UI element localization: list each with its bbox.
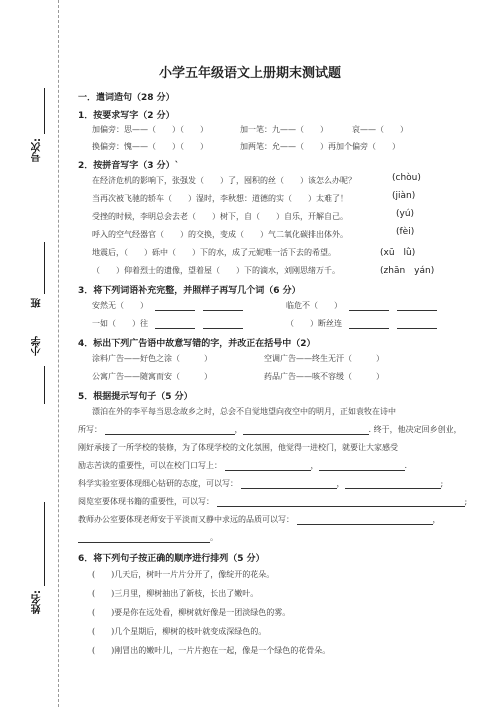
q2-pinyin-3: (yú) (396, 209, 415, 219)
blank-field[interactable] (243, 426, 369, 435)
q2-line-6: （ ）仰着烈士的遗像，望着屋（ ）下的滴水，刘刚思绪万千。 (92, 266, 340, 275)
binding-dotted-line (58, 0, 59, 707)
q5-p6: 阅览室要体现书籍的重要性，可以写： ; (78, 497, 468, 506)
name-underline (44, 502, 45, 586)
q6-item-4: ( )几个星期后，柳树的枝叶就变成深绿色的。 (92, 627, 267, 636)
q3-row2-a (92, 318, 243, 329)
blank-field[interactable] (349, 320, 389, 329)
q5-p1: 漂泊在外的李平每当思念故乡之时，总会不自觉地望向夜空中的明月，正如袁牧在诗中 (92, 407, 396, 416)
q5-p4a: 励志苦读的重要性，可以在校门口写上： (78, 461, 222, 470)
q6-item-1: ( )几天后，树叶一片片分开了，像绽开的花朵。 (92, 570, 275, 579)
q2-line-4: 呼入的空气经器官（ ）的交换，变成（ ）气二氧化碳排出体外。 (92, 230, 348, 239)
q5-p4: 励志苦读的重要性，可以在校门口写上： ， . (78, 461, 408, 470)
q1-row2-a: 换偏旁：愧——（ ）（ ） (92, 142, 208, 151)
blank-field[interactable] (397, 320, 437, 329)
q5-p3: 刚好承接了一所学校的装修，为了体现学校的文化氛围，他觉得一进校门，就要让大家感受 (78, 443, 398, 452)
q5-p8: 。 (78, 532, 218, 543)
label-class: 班 (32, 298, 43, 308)
q1-row1-b: 加一笔：九——（ ） (240, 125, 328, 134)
class-underline (44, 242, 45, 294)
q5-p5: 科学实验室要体现细心钻研的态度，可以写： ， ; (78, 479, 444, 488)
q2-line-2: 当再次被飞驰的轿车（ ）湿时，李秋想：道德的实（ ）太难了！ (92, 194, 348, 203)
q4-row1-a: 涂料广告——好色之涂（ ） (92, 354, 212, 363)
q6-heading: 6．将下列句子按正确的顺序进行排列（5 分） (78, 554, 265, 564)
blank-field[interactable] (397, 302, 437, 311)
q5-heading: 5．根据提示写句子（5 分） (78, 392, 193, 402)
q1-row2-b: 加两笔：允——（ ）再加个偏旁（ ） (240, 142, 400, 151)
q6-item-3: ( )要是你在远处看，柳树就好像是一团淡绿色的雾。 (92, 608, 291, 617)
blank-field[interactable] (155, 302, 195, 311)
page-title: 小学五年级语文上册期末测试题 (158, 66, 341, 81)
blank-field[interactable] (319, 462, 405, 471)
q5-p7: 教师办公室要体现老师安于平淡而又静中求远的品质可以写： ， (78, 515, 441, 524)
q3-row2-b-text: （ ）断丝连 (286, 319, 342, 328)
blank-field[interactable] (155, 320, 195, 329)
school-underline (44, 366, 45, 404)
q6-item-5: ( )刚冒出的嫩叶儿，一片片抱在一起，像是一个绿色的花骨朵。 (92, 646, 331, 655)
blank-field[interactable] (78, 534, 210, 543)
q6-item-2: ( )三月里，柳树抽出了新枝，长出了嫩叶。 (92, 589, 259, 598)
q3-row2-b (286, 318, 437, 329)
q2-pinyin-2: (jiàn) (392, 191, 416, 201)
q2-pinyin-6: (zhān yán) (380, 266, 435, 276)
q5-p6a: 阅览室要体现书籍的重要性，可以写： (78, 497, 214, 506)
number-underline (44, 88, 45, 134)
q2-line-1: 在经济危机的影响下，张强发（ ）了，囤积的丝（ ）该怎么办呢？ (92, 176, 356, 185)
blank-field[interactable] (217, 498, 465, 507)
q5-p2a: 所写： (78, 425, 102, 434)
q3-row1-b (286, 300, 437, 311)
blank-field[interactable] (203, 302, 243, 311)
q5-p7a: 教师办公室要体现老师安于平淡而又静中求远的品质可以写： (78, 515, 294, 524)
q4-row2-a: 公寓广告——随寓而安（ ） (92, 372, 212, 381)
blank-field[interactable] (241, 480, 337, 489)
section1-heading: 一．遣词造句（28 分） (78, 93, 175, 103)
q4-heading: 4．标出下列广告语中故意写错的字，并改正在括号中（2） (78, 339, 316, 349)
q3-heading: 3．将下列词语补充完整，并照样子再写几个词（6 分） (78, 286, 301, 296)
q5-p2b: 终于，他决定回乡创业， (373, 425, 462, 434)
q2-line-3: 受挫的时候，李明总会去老（ ）树下，自（ ）自乐，开解自己。 (92, 212, 348, 221)
label-number: 号次: (32, 138, 43, 162)
blank-field[interactable] (203, 320, 243, 329)
q1-heading: 1．按要求写字（2 分） (78, 111, 175, 121)
q1-row1-c: 哀——（ ） (352, 125, 408, 134)
blank-field[interactable] (349, 302, 389, 311)
blank-field[interactable] (105, 426, 235, 435)
q4-row2-b: 药品广告——咳不容缓（ ） (264, 372, 384, 381)
q5-p2: 所写： ， . 终于，他决定回乡创业， (78, 425, 462, 434)
label-name: 姓名: (32, 590, 43, 614)
label-school: 小学 (32, 336, 43, 356)
q2-line-5: 地震后，（ ）砾中（ ）下的水，成了元妮唯一活下去的希望。 (92, 248, 336, 257)
q3-row1-a (92, 300, 243, 311)
q2-pinyin-4: (fèi) (396, 227, 415, 237)
q2-pinyin-5: (xū lǜ) (380, 248, 416, 258)
q2-pinyin-1: (chòu) (392, 173, 421, 183)
q5-p5a: 科学实验室要体现细心钻研的态度，可以写： (78, 479, 238, 488)
blank-field[interactable] (345, 480, 441, 489)
q3-row1-b-text: 临危不（ ） (286, 301, 342, 310)
q3-row1-a-text: 安然无（ ） (92, 301, 148, 310)
q3-row2-a-text: 一如（ ）往 (92, 319, 148, 328)
q2-heading: 2．按拼音写字（3 分）` (78, 161, 180, 171)
blank-field[interactable] (225, 462, 311, 471)
q4-row1-b: 空调广告——终生无汗（ ） (264, 354, 384, 363)
q1-row1-a: 加偏旁：思——（ ）（ ） (92, 125, 208, 134)
blank-field[interactable] (297, 516, 433, 525)
